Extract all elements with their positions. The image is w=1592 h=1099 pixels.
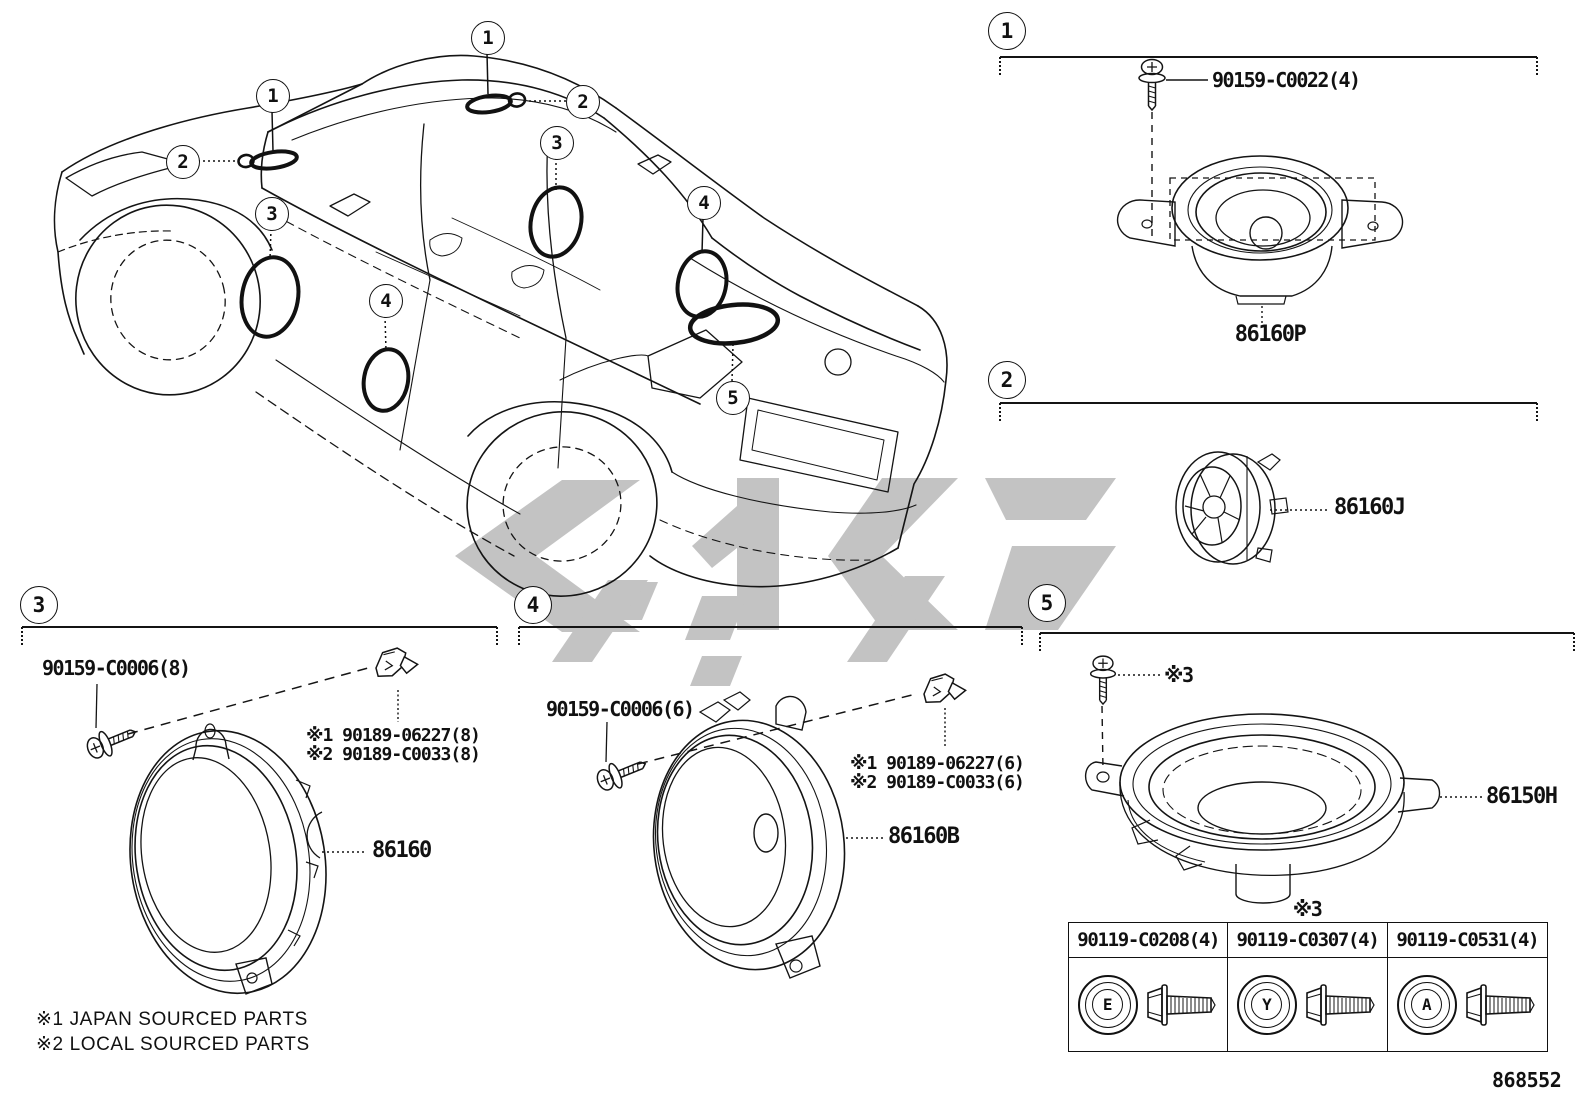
callout-number: 3 bbox=[551, 131, 563, 154]
callout-number: 4 bbox=[380, 289, 392, 312]
callout-number: 2 bbox=[577, 90, 589, 113]
bolt-side-icon bbox=[1464, 981, 1538, 1029]
section-1-number bbox=[988, 12, 1026, 50]
section3-detail bbox=[84, 646, 420, 1007]
part-label-speaker-86160B: 86160B bbox=[888, 824, 959, 849]
car-callout-2-right bbox=[566, 85, 600, 119]
car-callout-3-left bbox=[255, 197, 289, 231]
callout-number: 4 bbox=[698, 191, 710, 214]
part-label-speaker-86160P: 86160P bbox=[1234, 322, 1306, 347]
part-label-speaker-86150H: 86150H bbox=[1486, 784, 1557, 809]
section-2-number bbox=[988, 361, 1026, 399]
section-number: 4 bbox=[526, 592, 540, 617]
bolt-head-icon bbox=[1078, 975, 1138, 1035]
callout-number: 3 bbox=[266, 202, 278, 225]
bolt-table-header-3: 90119-C0531(4) bbox=[1388, 923, 1547, 958]
callout-number: 2 bbox=[177, 150, 189, 173]
part-label-speaker-86160J: 86160J bbox=[1334, 495, 1405, 520]
section-number: 3 bbox=[32, 592, 46, 617]
section-3-number bbox=[20, 586, 58, 624]
bolt-head-icon bbox=[1397, 975, 1457, 1035]
bolt-head-letter: A bbox=[1411, 989, 1442, 1020]
car-callout-3-right bbox=[540, 126, 574, 160]
section-4-number bbox=[514, 586, 552, 624]
section-brackets bbox=[22, 57, 1574, 653]
bolt-head-icon bbox=[1237, 975, 1297, 1035]
section-number: 1 bbox=[1000, 18, 1014, 43]
bolt-head-letter: E bbox=[1092, 989, 1123, 1020]
bolt-table-cell-3 bbox=[1388, 958, 1547, 1051]
section-5-number bbox=[1028, 584, 1066, 622]
section-number: 2 bbox=[1000, 367, 1014, 392]
bolt-table-ref: ※3 bbox=[1292, 897, 1322, 921]
section1-detail bbox=[1118, 60, 1403, 325]
section-number: 5 bbox=[1040, 590, 1054, 615]
part-label-clip-note1-s4: ※1 90189-06227(6) bbox=[850, 753, 1024, 774]
part-label-screw-s1: 90159-C0022(4) bbox=[1212, 68, 1360, 92]
section5-detail bbox=[1086, 656, 1482, 903]
part-label-screw-s3: 90159-C0006(8) bbox=[42, 656, 190, 680]
callout-number: 1 bbox=[482, 26, 494, 49]
callout-number: 1 bbox=[267, 84, 279, 107]
part-label-clip-note1-s3: ※1 90189-06227(8) bbox=[306, 725, 480, 746]
bolt-table-header-1: 90119-C0208(4) bbox=[1069, 923, 1228, 958]
bolt-table bbox=[1068, 922, 1548, 1052]
car-callout-1-right bbox=[471, 21, 505, 55]
part-label-clip-note2-s3: ※2 90189-C0033(8) bbox=[306, 744, 480, 765]
car-callout-1-left bbox=[256, 79, 290, 113]
bolt-side-icon bbox=[1145, 981, 1219, 1029]
part-label-screw-s4: 90159-C0006(6) bbox=[546, 697, 694, 721]
bolt-table-cell-2 bbox=[1228, 958, 1387, 1051]
car-callout-5 bbox=[716, 381, 750, 415]
bolt-table-header-2: 90119-C0307(4) bbox=[1228, 923, 1387, 958]
speaker-location-marks bbox=[235, 92, 779, 414]
part-label-clip-note2-s4: ※2 90189-C0033(6) bbox=[850, 772, 1024, 793]
part-label-screw-ref-s5: ※3 bbox=[1164, 663, 1193, 687]
footnote-japan-sourced: ※1 JAPAN SOURCED PARTS bbox=[36, 1009, 308, 1030]
section2-detail bbox=[1176, 452, 1328, 564]
car-callout-2-left bbox=[166, 145, 200, 179]
bolt-table-cell-1 bbox=[1069, 958, 1228, 1051]
car-callout-4-right bbox=[687, 186, 721, 220]
car-callout-4-left bbox=[369, 284, 403, 318]
part-label-speaker-86160: 86160 bbox=[372, 838, 431, 863]
watermark bbox=[455, 478, 1116, 686]
footnote-local-sourced: ※2 LOCAL SOURCED PARTS bbox=[36, 1034, 310, 1055]
callout-number: 5 bbox=[727, 386, 739, 409]
bolt-side-icon bbox=[1304, 981, 1378, 1029]
bolt-head-letter: Y bbox=[1251, 989, 1282, 1020]
figure-number: 868552 bbox=[1492, 1068, 1562, 1092]
